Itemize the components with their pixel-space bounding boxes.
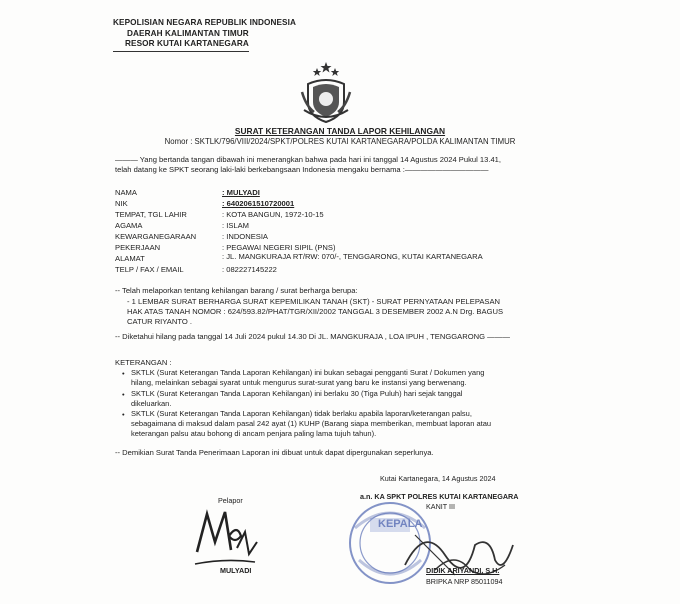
field-label: NIK bbox=[115, 199, 128, 208]
report-item-line-3: CATUR RIYANTO . bbox=[127, 317, 192, 326]
report-intro: -- Telah melaporkan tentang kehilangan barang / surat berharga berupa: bbox=[115, 286, 358, 295]
keterangan-item-3 bbox=[131, 409, 491, 438]
keterangan-item-1 bbox=[131, 368, 484, 388]
report-item-line-2: HAK ATAS TANAH NOMOR : 624/593.82/PHAT/TGR/XII/2002 TANGGAL 3 DESEMBER 2002 A.N Drg. BAGUS bbox=[127, 307, 504, 316]
police-emblem-icon bbox=[300, 62, 352, 124]
official-title: a.n. KA SPKT POLRES KUTAI KARTANEGARA bbox=[360, 492, 519, 501]
official-unit: KANIT III bbox=[426, 502, 456, 511]
field-label: AGAMA bbox=[115, 221, 143, 230]
keterangan-line: keterangan palsu atau bohong di ancam penjara paling lama tujuh tahun). bbox=[131, 428, 377, 438]
keterangan-line: SKTLK (Surat Keterangan Tanda Laporan Kehilangan) ini berlaku 30 (Tiga Puluh) hari sejak tanggal bbox=[131, 389, 463, 398]
field-label: KEWARGANEGARAAN bbox=[115, 232, 197, 241]
document-title: SURAT KETERANGAN TANDA LAPOR KEHILANGAN bbox=[234, 126, 446, 136]
bullet-icon: • bbox=[122, 410, 125, 419]
letterhead bbox=[113, 18, 296, 52]
report-item-line-1: - 1 LEMBAR SURAT BERHARGA SURAT KEPEMILIKAN TANAH (SKT) - SURAT PERNYATAAN PELEPASAN bbox=[127, 297, 501, 306]
field-label: PEKERJAAN bbox=[115, 243, 161, 252]
keterangan-line: SKTLK (Surat Keterangan Tanda Laporan Kehilangan) ini bukan sebagai pengganti Surat / Dokumen yang bbox=[131, 368, 485, 377]
closing-statement: -- Demikian Surat Tanda Penerimaan Laporan ini dibuat untuk dapat dipergunakan seperlunya. bbox=[115, 448, 434, 457]
keterangan-item-2 bbox=[131, 389, 462, 409]
field-value: : JL. MANGKURAJA RT/RW: 070/-, TENGGARONG, KUTAI KARTANEGARA bbox=[222, 252, 483, 261]
keterangan-line: SKTLK (Surat Keterangan Tanda Laporan Kehilangan) tidak berlaku apabila laporan/keterangan palsu, bbox=[131, 409, 472, 418]
keterangan-line: sebagaimana di maksud dalam pasal 242 ayat (1) KUHP (Barang siapa memberikan, membuat laporan atau bbox=[131, 418, 492, 428]
keterangan-line: hilang, melainkan sebagai syarat untuk mengurus surat-surat yang baru ke instansi yang berwenang. bbox=[131, 377, 467, 387]
field-value: : KOTA BANGUN, 1972-10-15 bbox=[222, 210, 324, 219]
place-date: Kutai Kartanegara, 14 Agustus 2024 bbox=[380, 474, 496, 483]
keterangan-heading: KETERANGAN : bbox=[115, 358, 172, 367]
intro-line-1: ——— Yang bertanda tangan dibawah ini menerangkan bahwa pada hari ini tanggal 14 Agustus 2024 Pukul 13.41, bbox=[115, 155, 502, 164]
bullet-icon: • bbox=[122, 369, 125, 378]
bullet-icon: • bbox=[122, 390, 125, 399]
reporter-name: MULYADI bbox=[220, 566, 252, 575]
official-name: DIDIK ARIYANDI, S.H. bbox=[426, 566, 500, 575]
field-value: : MULYADI bbox=[222, 188, 260, 197]
official-rank: BRIPKA NRP 85011094 bbox=[426, 577, 503, 586]
letterhead-line-1: KEPOLISIAN NEGARA REPUBLIK INDONESIA bbox=[113, 18, 296, 27]
field-label: TELP / FAX / EMAIL bbox=[115, 265, 184, 274]
field-label: ALAMAT bbox=[115, 254, 145, 263]
field-value: : 6402061510720001 bbox=[222, 199, 295, 208]
field-value: : 082227145222 bbox=[222, 265, 277, 274]
reporter-signature-icon bbox=[185, 502, 270, 574]
intro-line-2: telah datang ke SPKT seorang laki-laki berkebangsaan Indonesia mengaku bernama :——————————— bbox=[115, 165, 489, 174]
reporter-label: Pelapor bbox=[218, 496, 243, 505]
field-label: TEMPAT, TGL LAHIR bbox=[115, 210, 187, 219]
field-value: : INDONESIA bbox=[222, 232, 268, 241]
letterhead-line-3: RESOR KUTAI KARTANEGARA bbox=[113, 39, 249, 52]
stamp-label: KEPALA bbox=[378, 518, 423, 530]
lost-statement: -- Diketahui hilang pada tanggal 14 Juli 2024 pukul 14.30 Di JL. MANGKURAJA , LOA IPUH , TENGGARONG ——— bbox=[115, 332, 510, 341]
field-value: : ISLAM bbox=[222, 221, 250, 230]
letterhead-line-2: DAERAH KALIMANTAN TIMUR bbox=[127, 28, 249, 38]
keterangan-line: dikeluarkan. bbox=[131, 398, 172, 408]
field-label: NAMA bbox=[115, 188, 137, 197]
field-value: : PEGAWAI NEGERI SIPIL (PNS) bbox=[222, 243, 336, 252]
document-number: Nomor : SKTLK/796/VIII/2024/SPKT/POLRES KUTAI KARTANEGARA/POLDA KALIMANTAN TIMUR bbox=[164, 137, 516, 146]
